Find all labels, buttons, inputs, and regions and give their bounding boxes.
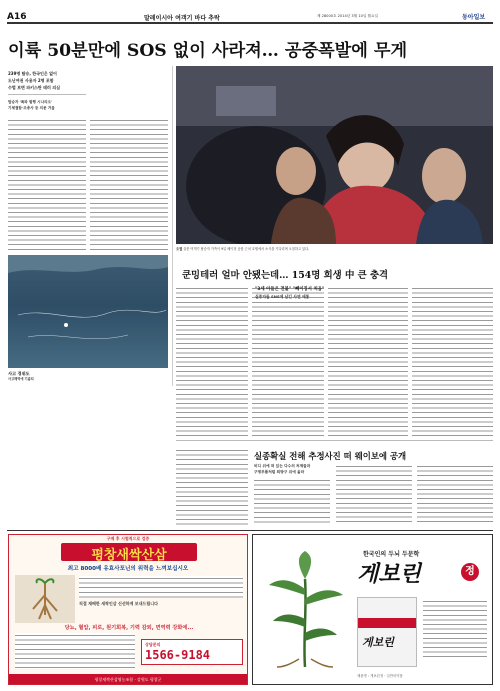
- ginseng-ad-line2: 직접 재배한 새싹인삼 신선하게 보내드립니다: [79, 601, 158, 606]
- coastline-shape: [8, 255, 168, 273]
- left-column-rule: [172, 66, 173, 386]
- masthead-rule: [7, 22, 493, 24]
- geborin-ad-box: [357, 597, 417, 667]
- ginseng-ad-product-photo: [15, 575, 75, 623]
- lead-body-col2: [90, 118, 168, 250]
- story3-sub: [254, 463, 334, 475]
- section-title: 말레이시아 여객기 바다 추락: [144, 15, 220, 22]
- crash-point-marker: [64, 323, 68, 327]
- story2-body-col4: [412, 286, 493, 438]
- subdeck-line: 기체결함·조종사 등 의문 거듭: [8, 106, 55, 110]
- ginseng-ad-tagline: 최고 8000배 유효사포닌의 위력을 느껴보십시오: [67, 566, 189, 572]
- main-photo-caption-text: 실종 여객기 탑승자 가족이 9일 베이징 공항 근처 호텔에서 소식을 기다리며 오열하고 있다.: [183, 247, 310, 251]
- lead-body-col1: [8, 118, 86, 250]
- geborin-ad-badge-text: 정: [465, 566, 475, 577]
- story3-body-col3: [417, 464, 493, 526]
- geborin-ad-body: [423, 599, 487, 659]
- plant-illustration-icon: [259, 549, 351, 669]
- story3-headline: 실종확실 전해 추정사진 떠 웨이보에 공개: [254, 451, 407, 461]
- subdeck-line: 탑승자 '폭파 범행 시나리오': [8, 100, 53, 104]
- story2-quote-head: "3세 아들은 전불" "빼이징서 처음": [255, 287, 325, 292]
- lead-subdeck: [8, 99, 88, 111]
- geborin-ad-badge: [461, 563, 479, 581]
- lead-photo-label: 사고 경위도: [8, 371, 30, 376]
- story2-rule: [176, 440, 493, 441]
- geborin-ad-topline: 한국인의 두뇌 두문학: [363, 551, 420, 558]
- date-line: 제 28000호 2014년 3월 10일 월요일: [317, 14, 378, 18]
- lead-photo: [8, 255, 168, 368]
- page-number: A16: [7, 12, 27, 22]
- deck-line: 도난여권 사용자 2명 포함: [8, 78, 54, 83]
- ginseng-ad-topline: 구매 후 시험적으로 검증: [106, 536, 150, 541]
- lead-deck: [8, 70, 88, 91]
- main-photo: [176, 66, 493, 244]
- deck-line: 수법 보면 파키스탄 테러 의심: [8, 85, 60, 90]
- ginseng-ad-brand: 평창새싹산삼: [91, 548, 167, 563]
- ginseng-ad-line1: 당뇨, 혈압, 피로, 원기회복, 기력 감퇴, 면역력 강화에...: [64, 625, 194, 631]
- lead-photo-caption-title: 사고해역에 기름띠: [8, 377, 34, 381]
- story2-body-col3: [328, 286, 408, 438]
- main-photo-caption: [176, 247, 493, 256]
- ginseng-ad-body: [79, 576, 243, 598]
- oil-slick-line: [18, 310, 166, 317]
- story3-sub-line: 비디 위에 떠 있는 다수의 처제들과: [254, 464, 311, 468]
- crying-family-photo-svg: [176, 66, 493, 244]
- ginseng-root-icon: [15, 575, 75, 623]
- story3-body-col2: [336, 464, 412, 526]
- ginseng-ad-phone-box: [141, 639, 243, 665]
- masthead: [7, 5, 493, 23]
- ginseng-ad: [8, 534, 248, 685]
- paper-name: 동아일보: [462, 14, 486, 21]
- geborin-ad-plant: [259, 549, 351, 669]
- geborin-ad-footer-small: 제품명 : 게보린정 · 일반의약품: [357, 674, 403, 678]
- story3-sub-line: 구명부품처럼 퇴방구 위에 올라: [254, 470, 305, 474]
- geborin-ad-box-stripe: [358, 618, 416, 628]
- geborin-ad-brand: 게보린: [357, 561, 421, 587]
- ginseng-ad-footer: 평창새싹산삼영농조합 · 강원도 평창군: [9, 674, 247, 685]
- story2-body-col1: [176, 286, 248, 438]
- ginseng-ad-body2: [15, 633, 135, 669]
- lower-left-body: [176, 448, 248, 526]
- story2-body-col2: [252, 286, 324, 438]
- story3-body-col1: [254, 478, 330, 526]
- main-photo-label: 오열: [176, 247, 183, 251]
- story2-quote-sub: 실종자들 SNS에 남긴 사연 애통: [255, 294, 310, 299]
- lead-photo-caption: [8, 377, 168, 386]
- deck-line: 239명 탑승, 한국인은 없어: [8, 71, 57, 76]
- geborin-ad-footer-brand: 게보린: [362, 636, 394, 649]
- ginseng-ad-phone-label: 상담문의: [145, 642, 161, 647]
- sea-map-svg: [8, 255, 168, 368]
- oil-slick-line: [28, 335, 128, 339]
- lead-headline: 이륙 50분만에 SOS 없이 사라져… 공중폭발에 무게: [8, 41, 408, 61]
- ad-top-rule: [7, 530, 493, 531]
- story2-headline: 쿤밍테러 얼마 안됐는데… 154명 희생 中 큰 충격: [182, 270, 389, 281]
- ginseng-ad-phone: 1566-9184: [145, 648, 211, 662]
- geborin-ad: [252, 534, 493, 685]
- deck-divider: [8, 94, 86, 95]
